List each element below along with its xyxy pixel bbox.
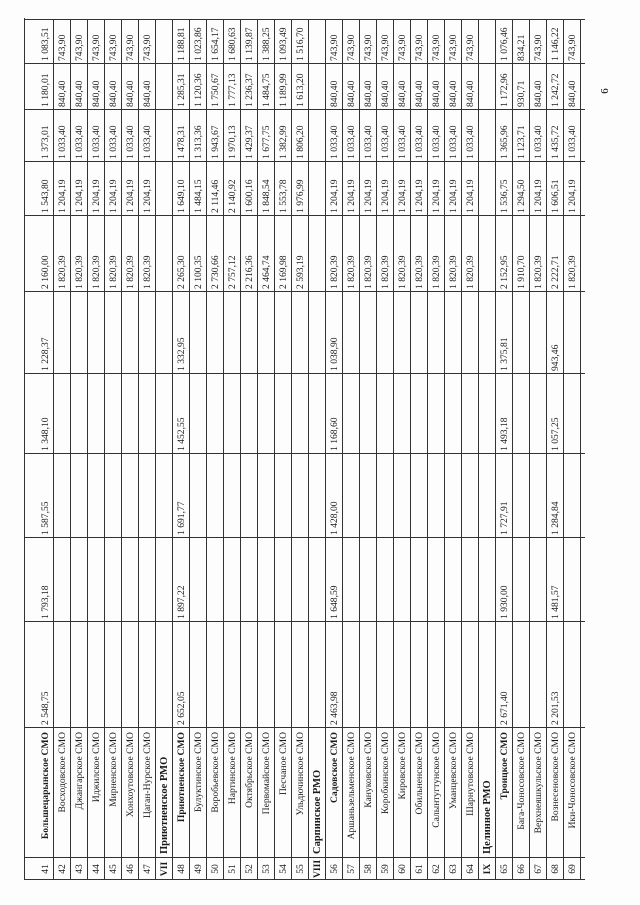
municipality-name: Булуктинское СМО bbox=[193, 732, 204, 813]
table-row bbox=[275, 20, 292, 880]
table-row bbox=[139, 20, 156, 880]
row-number: 63 bbox=[448, 864, 459, 874]
row-number: VIII bbox=[312, 859, 323, 878]
value-cell: 1 168,60 bbox=[329, 417, 340, 451]
table-row bbox=[513, 20, 530, 880]
municipality-name: Иджилское СМО bbox=[91, 732, 102, 803]
value-cell: 840,40 bbox=[448, 80, 459, 107]
row-number: 47 bbox=[142, 864, 153, 874]
value-cell: 1 033,40 bbox=[363, 125, 374, 159]
value-cell: 1 348,10 bbox=[40, 417, 51, 451]
municipality-name: Мирненское СМО bbox=[108, 732, 119, 807]
municipality-name: Кануковское СМО bbox=[363, 732, 374, 808]
table-row bbox=[326, 20, 343, 880]
value-cell: 1 793,18 bbox=[40, 585, 51, 619]
value-cell: 840,40 bbox=[431, 80, 442, 107]
row-number: 61 bbox=[414, 864, 425, 874]
value-cell: 1 820,39 bbox=[74, 255, 85, 289]
municipality-name: Приютненское СМО bbox=[176, 732, 187, 823]
value-cell: 1 033,40 bbox=[142, 125, 153, 159]
municipality-name: Бага-Чоносовское СМО bbox=[516, 732, 527, 830]
value-cell: 1 777,13 bbox=[227, 73, 238, 107]
row-number: 42 bbox=[57, 864, 68, 874]
value-cell: 1 553,78 bbox=[278, 179, 289, 213]
municipality-name: Верхнеяшкульское СМО bbox=[533, 732, 544, 834]
value-cell: 1 146,22 bbox=[550, 27, 561, 61]
value-cell: 1 848,54 bbox=[261, 179, 272, 213]
value-cell: 1 204,19 bbox=[74, 179, 85, 213]
value-cell: 840,40 bbox=[329, 80, 340, 107]
value-cell: 1 481,57 bbox=[550, 585, 561, 619]
municipality-name: Кировское СМО bbox=[397, 732, 408, 800]
value-cell: 1 727,91 bbox=[499, 501, 510, 535]
table-row bbox=[564, 20, 581, 880]
value-cell: 1 204,19 bbox=[91, 179, 102, 213]
value-cell: 1 294,50 bbox=[516, 179, 527, 213]
municipality-name: Аршаньзельменское СМО bbox=[346, 732, 357, 840]
value-cell: 1 478,31 bbox=[176, 125, 187, 159]
table-row bbox=[224, 20, 241, 880]
municipality-name: Большецарынское СМО bbox=[40, 732, 51, 840]
value-cell: 1 033,40 bbox=[567, 125, 578, 159]
row-number: 53 bbox=[261, 864, 272, 874]
municipality-name: Октябрьское СМО bbox=[244, 732, 255, 808]
value-cell: 1 033,40 bbox=[108, 125, 119, 159]
value-cell: 1 820,39 bbox=[465, 255, 476, 289]
municipality-name: Нартинское СМО bbox=[227, 732, 238, 805]
value-cell: 1 083,51 bbox=[40, 27, 51, 61]
value-cell: 1 236,37 bbox=[244, 73, 255, 107]
municipality-name: Восходовское СМО bbox=[57, 732, 68, 813]
value-cell: 1 284,84 bbox=[550, 501, 561, 535]
table-row bbox=[292, 20, 309, 880]
value-cell: 743,90 bbox=[108, 34, 119, 61]
value-cell: 1 435,72 bbox=[550, 125, 561, 159]
row-number: 43 bbox=[74, 864, 85, 874]
row-number: 58 bbox=[363, 864, 374, 874]
value-cell: 1 930,00 bbox=[499, 585, 510, 619]
value-cell: 1 242,72 bbox=[550, 73, 561, 107]
table-row bbox=[258, 20, 275, 880]
value-cell: 1 076,46 bbox=[499, 27, 510, 61]
value-cell: 1 820,39 bbox=[397, 255, 408, 289]
row-number: 68 bbox=[550, 864, 561, 874]
municipality-name: Песчаное СМО bbox=[278, 732, 289, 796]
row-number: 69 bbox=[567, 864, 578, 874]
value-cell: 1 033,40 bbox=[380, 125, 391, 159]
municipality-name: Цаган-Нурское СМО bbox=[142, 732, 153, 819]
table-row bbox=[411, 20, 428, 880]
value-cell: 1 285,31 bbox=[176, 73, 187, 107]
value-cell: 1 033,40 bbox=[91, 125, 102, 159]
value-cell: 2 464,74 bbox=[261, 255, 272, 289]
value-cell: 2 160,00 bbox=[40, 255, 51, 289]
value-cell: 1 943,67 bbox=[210, 125, 221, 159]
value-cell: 743,90 bbox=[448, 34, 459, 61]
value-cell: 1 648,59 bbox=[329, 585, 340, 619]
value-cell: 743,90 bbox=[414, 34, 425, 61]
value-cell: 743,90 bbox=[346, 34, 357, 61]
municipality-name: Ики-Чоносовское СМО bbox=[567, 732, 578, 829]
row-number: 51 bbox=[227, 864, 238, 874]
row-number: 65 bbox=[499, 864, 510, 874]
value-cell: 1 820,39 bbox=[329, 255, 340, 289]
tariff-table bbox=[25, 20, 585, 880]
rotated-table-container bbox=[25, 20, 585, 880]
table-row bbox=[530, 20, 547, 880]
value-cell: 1 613,20 bbox=[295, 73, 306, 107]
value-cell: 743,90 bbox=[431, 34, 442, 61]
table-row bbox=[241, 20, 258, 880]
table-row bbox=[105, 20, 122, 880]
value-cell: 1 820,39 bbox=[380, 255, 391, 289]
value-cell: 1 038,90 bbox=[329, 337, 340, 371]
value-cell: 1 033,40 bbox=[346, 125, 357, 159]
section-row bbox=[156, 20, 173, 880]
value-cell: 1 188,81 bbox=[176, 27, 187, 61]
municipality-name: Садовское СМО bbox=[329, 732, 340, 803]
value-cell: 2 652,05 bbox=[176, 691, 187, 725]
value-cell: 1 033,40 bbox=[533, 125, 544, 159]
row-number: VII bbox=[159, 861, 170, 877]
value-cell: 1 910,70 bbox=[516, 255, 527, 289]
table-row bbox=[428, 20, 445, 880]
value-cell: 1 093,49 bbox=[278, 27, 289, 61]
municipality-name: Джангарское СМО bbox=[74, 732, 85, 810]
value-cell: 1 820,39 bbox=[142, 255, 153, 289]
table-row bbox=[88, 20, 105, 880]
value-cell: 1 373,01 bbox=[40, 125, 51, 159]
value-cell: 2 222,71 bbox=[550, 255, 561, 289]
value-cell: 1 820,39 bbox=[108, 255, 119, 289]
value-cell: 1 820,39 bbox=[57, 255, 68, 289]
row-number: 57 bbox=[346, 864, 357, 874]
value-cell: 1 228,37 bbox=[40, 337, 51, 371]
value-cell: 2 114,46 bbox=[210, 179, 221, 213]
value-cell: 1 204,19 bbox=[108, 179, 119, 213]
value-cell: 1 820,39 bbox=[346, 255, 357, 289]
municipality-name: Ульдючинское СМО bbox=[295, 732, 306, 816]
value-cell: 943,46 bbox=[550, 344, 561, 371]
value-cell: 743,90 bbox=[380, 34, 391, 61]
value-cell: 1 204,19 bbox=[533, 179, 544, 213]
value-cell: 2 152,95 bbox=[499, 255, 510, 289]
municipality-name: Обильненское СМО bbox=[414, 732, 425, 815]
value-cell: 1 388,25 bbox=[261, 27, 272, 61]
table-row bbox=[394, 20, 411, 880]
value-cell: 2 265,30 bbox=[176, 255, 187, 289]
value-cell: 2 730,66 bbox=[210, 255, 221, 289]
value-cell: 1 204,19 bbox=[380, 179, 391, 213]
value-cell: 1 484,15 bbox=[193, 179, 204, 213]
value-cell: 1 536,75 bbox=[499, 179, 510, 213]
value-cell: 1 204,19 bbox=[329, 179, 340, 213]
value-cell: 1 820,39 bbox=[448, 255, 459, 289]
row-number: 41 bbox=[40, 864, 51, 874]
municipality-name: Уманцевское СМО bbox=[448, 732, 459, 810]
municipality-name: Вознесеновское СМО bbox=[550, 732, 561, 822]
row-number: 62 bbox=[431, 864, 442, 874]
value-cell: 1 033,40 bbox=[414, 125, 425, 159]
value-cell: 1 543,80 bbox=[40, 179, 51, 213]
value-cell: 1 970,13 bbox=[227, 125, 238, 159]
row-number: 55 bbox=[295, 864, 306, 874]
value-cell: 1 365,96 bbox=[499, 125, 510, 159]
value-cell: 2 169,98 bbox=[278, 255, 289, 289]
value-cell: 2 140,92 bbox=[227, 179, 238, 213]
value-cell: 840,40 bbox=[346, 80, 357, 107]
value-cell: 1 820,39 bbox=[414, 255, 425, 289]
value-cell: 743,90 bbox=[363, 34, 374, 61]
municipality-name: Первомайское СМО bbox=[261, 732, 272, 815]
value-cell: 1 139,87 bbox=[244, 27, 255, 61]
value-cell: 1 204,19 bbox=[465, 179, 476, 213]
value-cell: 1 587,55 bbox=[40, 501, 51, 535]
row-number: 50 bbox=[210, 864, 221, 874]
table-row bbox=[190, 20, 207, 880]
value-cell: 1 204,19 bbox=[397, 179, 408, 213]
value-cell: 2 548,75 bbox=[40, 691, 51, 725]
municipality-name: Коробкинское СМО bbox=[380, 732, 391, 814]
value-cell: 1 820,39 bbox=[363, 255, 374, 289]
value-cell: 1 033,40 bbox=[448, 125, 459, 159]
value-cell: 1 033,40 bbox=[74, 125, 85, 159]
value-cell: 1 172,96 bbox=[499, 73, 510, 107]
section-title: Целинное РМО bbox=[482, 780, 493, 854]
municipality-name: Воробьевское СМО bbox=[210, 732, 221, 813]
value-cell: 743,90 bbox=[465, 34, 476, 61]
table-row bbox=[377, 20, 394, 880]
municipality-name: Шарнутовское СМО bbox=[465, 732, 476, 816]
row-number: 56 bbox=[329, 864, 340, 874]
value-cell: 840,40 bbox=[533, 80, 544, 107]
row-number: 60 bbox=[397, 864, 408, 874]
value-cell: 1 204,19 bbox=[142, 179, 153, 213]
value-cell: 840,40 bbox=[125, 80, 136, 107]
value-cell: 1 204,19 bbox=[448, 179, 459, 213]
value-cell: 743,90 bbox=[74, 34, 85, 61]
value-cell: 1 806,20 bbox=[295, 125, 306, 159]
section-title: Приютненское РМО bbox=[159, 756, 170, 854]
value-cell: 1 600,16 bbox=[244, 179, 255, 213]
value-cell: 1 606,51 bbox=[550, 179, 561, 213]
row-number: 64 bbox=[465, 864, 476, 874]
value-cell: 1 820,39 bbox=[431, 255, 442, 289]
value-cell: 1 204,19 bbox=[363, 179, 374, 213]
row-number: 52 bbox=[244, 864, 255, 874]
value-cell: 1 484,75 bbox=[261, 73, 272, 107]
value-cell: 1 033,40 bbox=[431, 125, 442, 159]
table-row bbox=[547, 20, 564, 880]
value-cell: 1 452,55 bbox=[176, 417, 187, 451]
table-row bbox=[445, 20, 462, 880]
value-cell: 743,90 bbox=[125, 34, 136, 61]
value-cell: 840,40 bbox=[567, 80, 578, 107]
table-row bbox=[37, 20, 54, 880]
table-row bbox=[54, 20, 71, 880]
row-number: IX bbox=[482, 863, 493, 875]
value-cell: 834,21 bbox=[516, 34, 527, 61]
row-number: 44 bbox=[91, 864, 102, 874]
value-cell: 743,90 bbox=[567, 34, 578, 61]
value-cell: 1 750,67 bbox=[210, 73, 221, 107]
value-cell: 1 123,71 bbox=[516, 125, 527, 159]
section-title: Сарпинское РМО bbox=[312, 769, 323, 854]
value-cell: 743,90 bbox=[91, 34, 102, 61]
row-number: 46 bbox=[125, 864, 136, 874]
row-number: 48 bbox=[176, 864, 187, 874]
value-cell: 1 057,25 bbox=[550, 417, 561, 451]
value-cell: 2 216,36 bbox=[244, 255, 255, 289]
value-cell: 1 429,37 bbox=[244, 125, 255, 159]
value-cell: 1 382,99 bbox=[278, 125, 289, 159]
value-cell: 743,90 bbox=[397, 34, 408, 61]
value-cell: 840,40 bbox=[57, 80, 68, 107]
value-cell: 2 201,53 bbox=[550, 691, 561, 725]
row-number: 49 bbox=[193, 864, 204, 874]
value-cell: 1 649,10 bbox=[176, 179, 187, 213]
value-cell: 840,40 bbox=[397, 80, 408, 107]
row-number: 45 bbox=[108, 864, 119, 874]
value-cell: 840,40 bbox=[465, 80, 476, 107]
value-cell: 840,40 bbox=[91, 80, 102, 107]
value-cell: 1 428,00 bbox=[329, 501, 340, 535]
value-cell: 1 033,40 bbox=[465, 125, 476, 159]
value-cell: 1 516,70 bbox=[295, 27, 306, 61]
value-cell: 1 654,17 bbox=[210, 27, 221, 61]
value-cell: 1 820,39 bbox=[533, 255, 544, 289]
value-cell: 2 463,98 bbox=[329, 691, 340, 725]
page-number: 6 bbox=[599, 88, 611, 94]
table-row bbox=[71, 20, 88, 880]
value-cell: 1 332,95 bbox=[176, 337, 187, 371]
table-row bbox=[360, 20, 377, 880]
value-cell: 1 897,22 bbox=[176, 585, 187, 619]
value-cell: 1 189,99 bbox=[278, 73, 289, 107]
value-cell: 1 033,40 bbox=[397, 125, 408, 159]
section-row bbox=[479, 20, 496, 880]
value-cell: 1 677,75 bbox=[261, 125, 272, 159]
value-cell: 1 204,19 bbox=[57, 179, 68, 213]
value-cell: 1 204,19 bbox=[125, 179, 136, 213]
value-cell: 840,40 bbox=[142, 80, 153, 107]
value-cell: 840,40 bbox=[414, 80, 425, 107]
row-number: 66 bbox=[516, 864, 527, 874]
row-number: 59 bbox=[380, 864, 391, 874]
value-cell: 1 313,36 bbox=[193, 125, 204, 159]
value-cell: 743,90 bbox=[533, 34, 544, 61]
table-row bbox=[173, 20, 190, 880]
table-row bbox=[462, 20, 479, 880]
value-cell: 1 375,81 bbox=[499, 337, 510, 371]
value-cell: 840,40 bbox=[363, 80, 374, 107]
value-cell: 1 820,39 bbox=[125, 255, 136, 289]
value-cell: 1 820,39 bbox=[567, 255, 578, 289]
table-row bbox=[207, 20, 224, 880]
section-row bbox=[309, 20, 326, 880]
table-row bbox=[343, 20, 360, 880]
row-number: 54 bbox=[278, 864, 289, 874]
value-cell: 2 100,35 bbox=[193, 255, 204, 289]
value-cell: 840,40 bbox=[108, 80, 119, 107]
value-cell: 743,90 bbox=[329, 34, 340, 61]
value-cell: 1 820,39 bbox=[91, 255, 102, 289]
value-cell: 1 691,77 bbox=[176, 501, 187, 535]
value-cell: 1 204,19 bbox=[431, 179, 442, 213]
value-cell: 930,71 bbox=[516, 80, 527, 107]
table-row bbox=[496, 20, 513, 880]
value-cell: 1 680,63 bbox=[227, 27, 238, 61]
value-cell: 1 180,01 bbox=[40, 73, 51, 107]
value-cell: 1 204,19 bbox=[346, 179, 357, 213]
municipality-name: Салынтугтунское СМО bbox=[431, 732, 442, 828]
value-cell: 743,90 bbox=[57, 34, 68, 61]
value-cell: 1 204,19 bbox=[567, 179, 578, 213]
value-cell: 1 033,40 bbox=[329, 125, 340, 159]
value-cell: 1 023,86 bbox=[193, 27, 204, 61]
municipality-name: Хонхоутовское СМО bbox=[125, 732, 136, 818]
row-number: 67 bbox=[533, 864, 544, 874]
value-cell: 1 204,19 bbox=[414, 179, 425, 213]
value-cell: 840,40 bbox=[380, 80, 391, 107]
value-cell: 743,90 bbox=[142, 34, 153, 61]
value-cell: 1 493,18 bbox=[499, 417, 510, 451]
value-cell: 1 033,40 bbox=[57, 125, 68, 159]
value-cell: 2 593,19 bbox=[295, 255, 306, 289]
value-cell: 2 671,40 bbox=[499, 691, 510, 725]
value-cell: 840,40 bbox=[74, 80, 85, 107]
municipality-name: Троицкое СМО bbox=[499, 732, 510, 800]
value-cell: 2 757,12 bbox=[227, 255, 238, 289]
value-cell: 1 033,40 bbox=[125, 125, 136, 159]
table-row bbox=[122, 20, 139, 880]
value-cell: 1 120,36 bbox=[193, 73, 204, 107]
value-cell: 1 976,99 bbox=[295, 179, 306, 213]
